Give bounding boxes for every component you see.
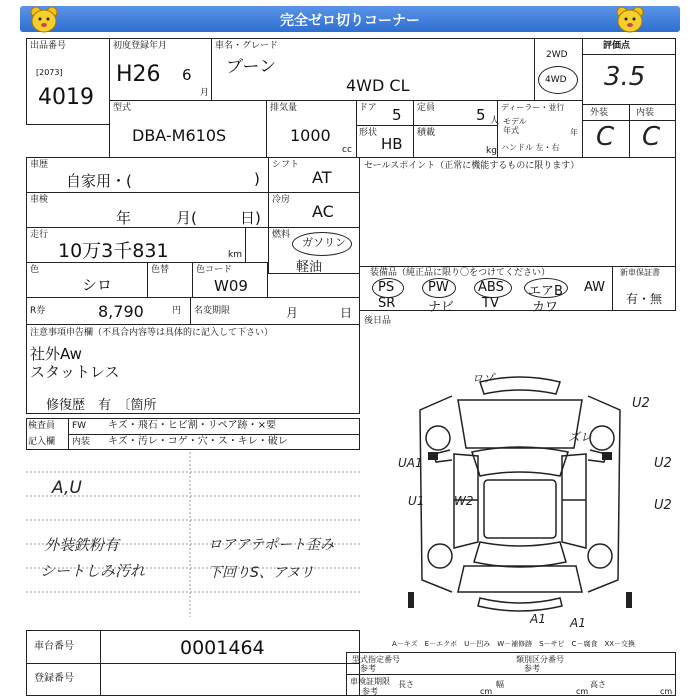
capacity-value: 5: [476, 106, 486, 124]
inspector-sub: FW: [72, 421, 87, 431]
sales-point-label: セールスポイント（正常に機能するものに限ります）: [364, 161, 580, 171]
equip-abs-circle: [474, 278, 512, 298]
spec-length: 長さ: [398, 680, 414, 689]
chassis-label: 車台番号: [34, 641, 74, 652]
tax-month: 月: [286, 306, 299, 320]
spec-width: 幅: [496, 680, 504, 689]
displacement-label: 排気量: [270, 103, 298, 113]
notes-line-1: 社外Aw: [30, 345, 82, 363]
car-grade: 4WD CL: [346, 76, 410, 95]
first-reg-label: 初度登録年月: [113, 41, 168, 51]
lot-box: [26, 38, 110, 125]
drive-2wd: 2WD: [546, 50, 568, 60]
dealer-label: ディーラー・並行: [501, 103, 565, 112]
mileage-label: 走行: [30, 230, 49, 240]
recycle-label: R券: [30, 306, 46, 316]
inspector-label2: 記入欄: [28, 437, 56, 447]
diagram-mark-9: A1: [530, 612, 546, 626]
diagram-mark-6: U1: [408, 494, 425, 508]
fuel-alt: 軽油: [296, 260, 323, 275]
doors-value: 5: [392, 106, 402, 124]
hw-left-1: A,U: [52, 478, 82, 498]
hw-left-2: 外装鉄粉有: [44, 536, 120, 554]
equip-navi: ナビ: [428, 300, 455, 315]
history-box: [26, 157, 269, 193]
score-int: C: [642, 122, 661, 152]
hw-right-2: 下回りS、アヌリ: [208, 565, 314, 581]
equip-tv: TV: [482, 296, 499, 311]
spec-ref-1: 参考: [360, 664, 376, 673]
score-ext: C: [596, 122, 615, 152]
inspector-sub2: 内装: [72, 437, 91, 447]
diagram-mark-1: ロゾ: [472, 372, 494, 385]
inspector-label: 検査員: [28, 421, 56, 431]
doors-label: ドア: [359, 103, 377, 113]
score-int-label: 内装: [636, 108, 655, 118]
shape-label: 形状: [359, 128, 378, 138]
displacement-value: 1000: [290, 126, 331, 145]
notes-repair: 修復歴 有 〔箇所: [46, 398, 157, 413]
color-label: 色: [30, 265, 40, 275]
spec-ref-3: 参考: [362, 687, 378, 696]
load-label: 積載: [417, 128, 436, 138]
equip-ps-circle: [372, 278, 404, 298]
inspection-label: 車検: [30, 195, 49, 205]
equip-leather: カワ: [532, 300, 559, 315]
car-name: ブーン: [226, 57, 277, 77]
shape-value: HB: [381, 135, 403, 153]
recycle-unit: 円: [172, 306, 182, 316]
equip-pw-circle: [422, 278, 456, 298]
car-damage-diagram: [360, 330, 680, 630]
warranty-value: 有・無: [626, 292, 663, 306]
equip-pw: PW: [428, 280, 449, 295]
equip-abs: ABS: [478, 280, 504, 295]
bear-mascot-right-icon: [612, 4, 648, 34]
history-value: 自家用・(: [66, 172, 132, 190]
spec-height: 高さ: [590, 680, 606, 689]
equip-airbag: エアB: [528, 284, 563, 299]
diagram-mark-8: U2: [654, 498, 672, 513]
history-close: ): [254, 170, 260, 188]
shift-label: シフト: [272, 160, 300, 170]
diagram-mark-3: ズレ: [568, 430, 593, 444]
capacity-label: 定員: [417, 103, 436, 113]
first-reg-year: H26: [116, 62, 161, 87]
lot-label: 出品番号: [30, 41, 67, 51]
warranty-label: 新車保証書: [620, 268, 660, 277]
displacement-unit: cc: [342, 145, 352, 155]
lot-number: 4019: [38, 85, 94, 110]
spec-cm-3: cm: [660, 687, 673, 696]
registration-box: [26, 663, 360, 696]
notes-label: 注意事項申告欄（不具合内容等は具体的に記入して下さい）: [30, 328, 274, 338]
model-label: 型式: [113, 103, 132, 113]
equipment-label: 装備品（純正品に限り〇をつけてください）: [370, 268, 551, 278]
notes-line-2: スタットレス: [30, 363, 120, 381]
header-title: 完全ゼロ切りコーナー: [280, 13, 420, 29]
rear-seat-label: 後日品: [364, 316, 392, 326]
damage-legend: A－キズ E－エクボ U－凹み W－補修跡 S－サビ C－腐食 XX－交換: [392, 640, 636, 648]
spec-cert: 車検証期限: [350, 677, 390, 686]
model-value: DBA-M610S: [132, 126, 227, 145]
diagram-mark-5: U2: [654, 456, 672, 471]
spec-ref-2: 参考: [524, 664, 540, 673]
diagram-mark-7: W2: [454, 494, 474, 508]
tax-day: 日: [340, 306, 353, 320]
lot-sub: [2073]: [36, 68, 63, 77]
score-value: 3.5: [604, 62, 646, 92]
fuel-label: 燃料: [272, 230, 291, 240]
equip-ps: PS: [378, 280, 395, 295]
recycle-value: 8,790: [98, 302, 144, 321]
diagram-mark-4: UA1: [398, 456, 423, 470]
inspection-day: 日): [240, 209, 261, 227]
spec-model-num: 型式指定番号: [352, 655, 400, 664]
bear-mascot-left-icon: [26, 4, 62, 34]
color-code-label: 色コード: [196, 265, 233, 275]
hw-right-1: ロアアテポート歪み: [208, 537, 334, 553]
tax-label: 名変期限: [194, 306, 231, 316]
hw-left-3: シートしみ汚れ: [40, 562, 146, 580]
history-label: 車歴: [30, 160, 49, 170]
score-label: 評価点: [603, 41, 631, 51]
sales-point-box: [359, 157, 676, 267]
color-change-label: 色替: [151, 265, 170, 275]
dealer-year-unit: 年: [570, 128, 578, 137]
diagram-mark-10: A1: [570, 616, 586, 630]
inspection-year: 年: [116, 209, 132, 227]
color-value: シロ: [82, 276, 113, 294]
first-reg-month-unit: 月: [200, 88, 210, 98]
inspector-row1: キズ・飛石・ヒビ割・リペア跡・×要: [108, 420, 276, 431]
mileage-value: 10万3千831: [58, 240, 169, 262]
spec-cm-1: cm: [480, 687, 493, 696]
spec-cm-2: cm: [576, 687, 589, 696]
fuel-value: ガソリン: [302, 236, 346, 249]
equip-airbag-circle: [524, 278, 568, 298]
capacity-unit: 人: [490, 116, 500, 126]
inspection-month: 月(: [176, 209, 197, 227]
mileage-unit: km: [228, 250, 242, 260]
load-unit: kg: [486, 146, 497, 156]
spec-cat-num: 類別区分番号: [516, 655, 564, 664]
registration-label: 登録番号: [34, 673, 74, 684]
first-reg-month: 6: [182, 66, 192, 84]
aircon-label: 冷房: [272, 195, 291, 205]
inspection-box: [26, 192, 269, 228]
score-ext-label: 外装: [590, 108, 609, 118]
equip-aw: AW: [584, 280, 606, 295]
aircon-value: AC: [312, 202, 334, 221]
dealer-handle: ハンドル 左・右: [501, 143, 560, 152]
chassis-value: 0001464: [180, 637, 265, 659]
drive-4wd: 4WD: [545, 75, 567, 85]
shift-value: AT: [312, 168, 332, 187]
inspector-row2: キズ・汚レ・コゲ・穴・ス・キレ・破レ: [108, 436, 288, 447]
equip-sr: SR: [378, 296, 396, 311]
diagram-mark-2: U2: [632, 396, 650, 411]
color-code: W09: [214, 277, 248, 295]
car-name-label: 車名・グレード: [215, 41, 279, 51]
dealer-model-year: モデル年式: [503, 117, 527, 135]
